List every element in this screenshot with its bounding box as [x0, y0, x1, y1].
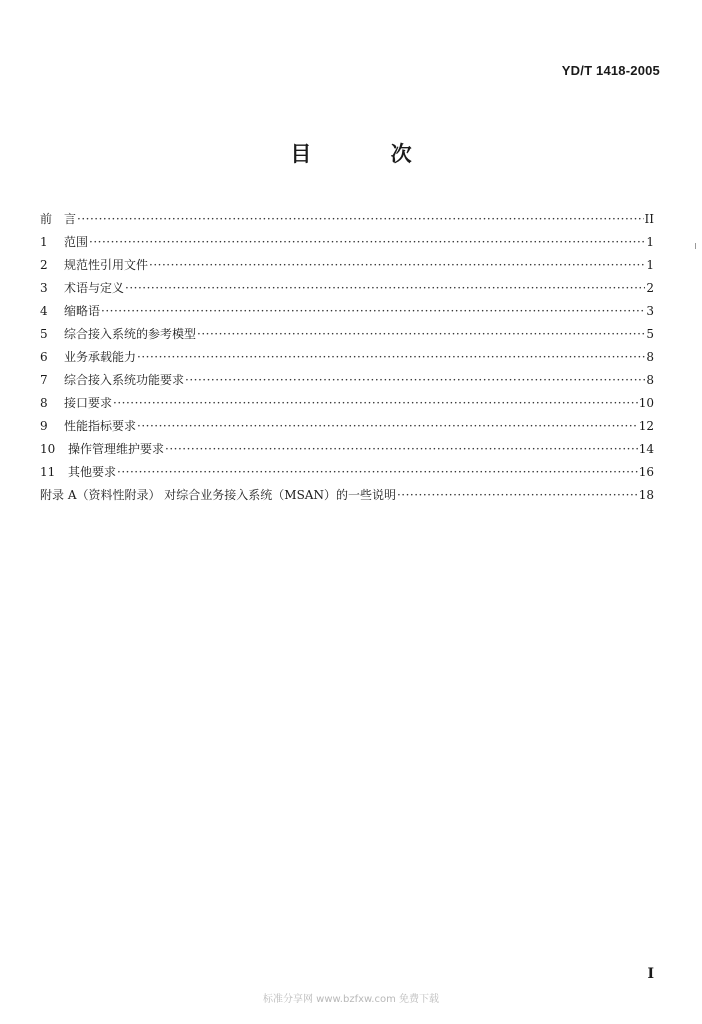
leader-dots [125, 277, 645, 300]
toc-entry-page: 8 [646, 373, 654, 387]
scan-mark [695, 243, 696, 249]
toc-entry-number: 5 [40, 327, 48, 341]
toc-entry-5[interactable] [40, 323, 654, 346]
toc-entry-label: 综合接入系统的参考模型 [64, 327, 197, 341]
toc-entry-label: 接口要求 [64, 396, 113, 410]
toc-entry-label: 综合接入系统功能要求 [64, 373, 185, 387]
table-of-contents [40, 208, 654, 507]
toc-entry-number: 8 [40, 396, 48, 410]
toc-entry-2[interactable] [40, 254, 654, 277]
leader-dots [149, 254, 645, 277]
toc-entry-label: 其他要求 [68, 465, 117, 479]
toc-entry-number: 6 [40, 350, 48, 364]
toc-entry-number: 11 [40, 465, 56, 479]
page-title: 目 次 [290, 142, 448, 166]
leader-dots [101, 300, 645, 323]
toc-entry-1[interactable] [40, 231, 654, 254]
toc-entry-number: 2 [40, 258, 48, 272]
toc-entry-label: 范围 [64, 235, 89, 249]
toc-entry-label: 术语与定义 [64, 281, 125, 295]
leader-dots [113, 392, 638, 415]
toc-entry-number: 4 [40, 304, 48, 318]
toc-entry-label: 操作管理维护要求 [68, 442, 165, 456]
leader-dots [117, 461, 638, 484]
toc-entry-3[interactable] [40, 277, 654, 300]
toc-entry-label: 性能指标要求 [64, 419, 137, 433]
toc-entry-page: 16 [638, 465, 654, 479]
leader-dots [197, 323, 645, 346]
toc-entry-number: 1 [40, 235, 48, 249]
toc-entry-appendix-a[interactable] [40, 484, 654, 507]
toc-entry-page: 5 [646, 327, 654, 341]
toc-entry-label: 前 言 [40, 212, 77, 226]
leader-dots [137, 346, 645, 369]
toc-entry-label: 规范性引用文件 [64, 258, 149, 272]
toc-entry-number: 7 [40, 373, 48, 387]
toc-entry-page: II [644, 212, 654, 226]
page-number: I [647, 966, 654, 982]
leader-dots [185, 369, 645, 392]
toc-entry-foreword[interactable] [40, 208, 654, 231]
toc-entry-10[interactable] [40, 438, 654, 461]
leader-dots [397, 484, 638, 507]
leader-dots [89, 231, 645, 254]
toc-entry-page: 8 [646, 350, 654, 364]
toc-entry-label: 缩略语 [64, 304, 101, 318]
toc-entry-8[interactable] [40, 392, 654, 415]
toc-entry-label: 附录 A（资料性附录） 对综合业务接入系统（MSAN）的一些说明 [40, 488, 396, 502]
standard-code: YD/T 1418-2005 [561, 63, 660, 78]
toc-entry-page: 1 [646, 235, 654, 249]
leader-dots [137, 415, 638, 438]
toc-entry-number: 3 [40, 281, 48, 295]
toc-entry-6[interactable] [40, 346, 654, 369]
toc-entry-4[interactable] [40, 300, 654, 323]
toc-entry-page: 1 [646, 258, 654, 272]
toc-entry-page: 2 [646, 281, 654, 295]
toc-entry-page: 3 [646, 304, 654, 318]
toc-entry-11[interactable] [40, 461, 654, 484]
toc-entry-7[interactable] [40, 369, 654, 392]
leader-dots [165, 438, 638, 461]
toc-entry-number: 10 [40, 442, 56, 456]
watermark-text: 标准分享网 www.bzfxw.com 免费下载 [263, 994, 439, 1005]
toc-entry-page: 12 [638, 419, 654, 433]
toc-entry-page: 18 [638, 488, 654, 502]
toc-entry-page: 14 [638, 442, 654, 456]
toc-entry-label: 业务承载能力 [64, 350, 137, 364]
leader-dots [77, 208, 644, 231]
toc-entry-9[interactable] [40, 415, 654, 438]
toc-entry-page: 10 [638, 396, 654, 410]
toc-entry-number: 9 [40, 419, 48, 433]
